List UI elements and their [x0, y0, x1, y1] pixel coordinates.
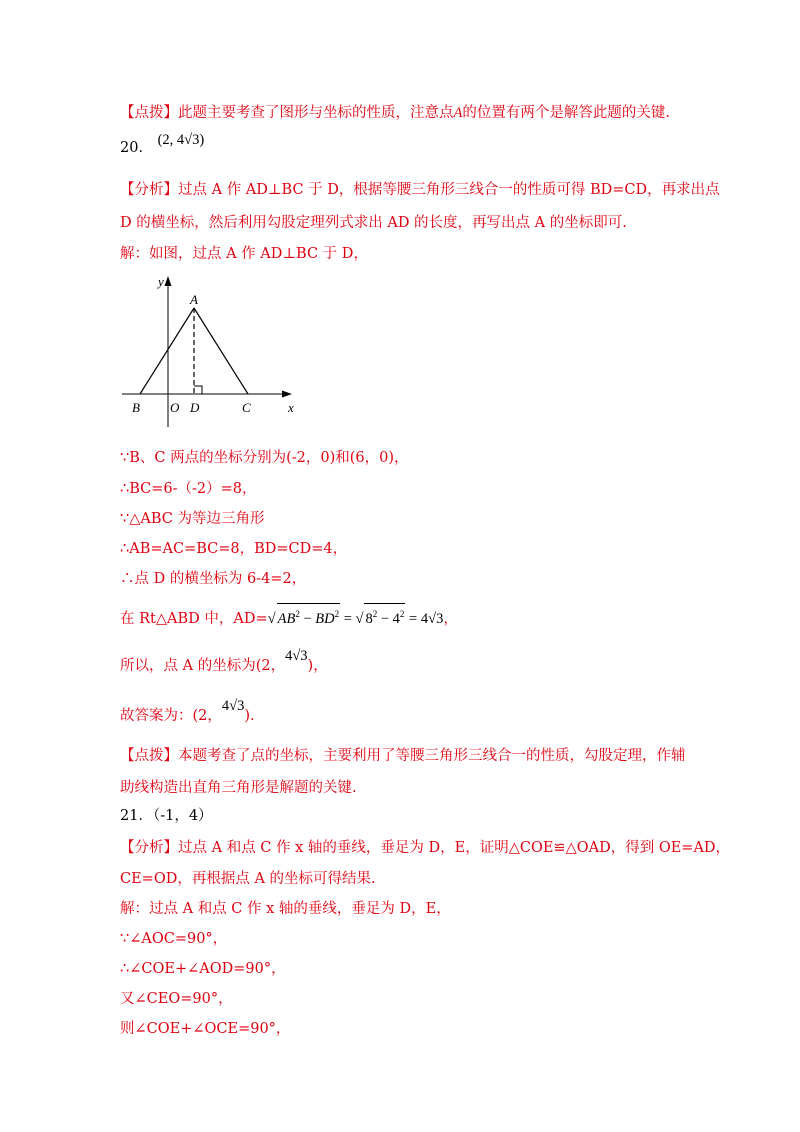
dianbo-note-2-line-1: 【点拨】本题考查了点的坐标，主要利用了等腰三角形三线合一的性质，勾股定理，作辅 — [120, 748, 686, 764]
step-3: ∵△ABC 为等边三角形 — [120, 511, 265, 527]
label-y: y — [158, 274, 164, 289]
label-o: O — [170, 400, 180, 415]
s2-step-1: ∵∠AOC=90°， — [120, 931, 228, 947]
s2-step-3: 又∠CEO=90°， — [120, 991, 233, 1007]
point-var: A — [453, 105, 463, 121]
label-x: x — [288, 400, 294, 415]
step6-prefix: 在 Rt△ABD 中，AD= — [120, 611, 268, 627]
solution-line-2: 解：过点 A 和点 C 作 x 轴的垂线，垂足为 D，E， — [120, 901, 451, 917]
dianbo-tail: 的位置有两个是解答此题的关键. — [462, 105, 670, 121]
step6-suffix: ， — [443, 611, 458, 627]
s2-step-4: 则∠COE+∠OCE=90°， — [120, 1021, 291, 1037]
step-4: ∴AB=AC=BC=8，BD=CD=4， — [120, 541, 348, 557]
side-ab — [140, 308, 194, 394]
step-8 — [120, 698, 255, 726]
analysis-line-1: 【分析】过点 A 作 AD⊥BC 于 D，根据等腰三角形三线合一的性质可得 BD=CD，再求出点 — [120, 182, 720, 198]
eight-term: 8 — [365, 611, 373, 627]
dianbo-note-2-line-2: 助线构造出直角三角形是解题的关键. — [120, 780, 357, 796]
pythagoras-formula: √ $AB^2 - BD^2$ = √ $8^2 - 4^2 = 4√3$ — [268, 611, 444, 627]
x-axis-arrow-icon — [282, 391, 292, 398]
step-2: ∴BC=6-（-2）=8， — [120, 481, 257, 497]
analysis-line-4: CE=OD，再根据点 A 的坐标可得结果. — [120, 871, 376, 887]
step7-value: 4√3 — [285, 648, 308, 664]
four-term: 4 — [392, 611, 400, 627]
y-axis-arrow-icon — [165, 276, 172, 286]
label-d: D — [190, 400, 200, 415]
side-ac — [194, 308, 248, 394]
label-a: A — [190, 292, 198, 307]
dianbo-text: 【点拨】此题主要考查了图形与坐标的性质，注意点 — [120, 105, 454, 121]
analysis-line-3: 【分析】过点 A 和点 C 作 x 轴的垂线，垂足为 D，E，证明△COE≌△OAD，得到 OE=AD， — [120, 840, 731, 856]
step7-suffix: )， — [307, 658, 328, 674]
step-7 — [120, 648, 328, 676]
dianbo-note-1 — [120, 103, 670, 123]
question-20 — [120, 132, 205, 158]
ab-term: AB — [277, 611, 296, 627]
step-6 — [120, 603, 458, 629]
right-angle-mark — [194, 386, 202, 394]
step8-prefix: 故答案为：(2， — [120, 708, 222, 724]
bd-term: BD — [315, 611, 335, 627]
step-5: ∴点 D 的横坐标为 6-4=2， — [120, 571, 307, 587]
ad-result: 4√3 — [420, 611, 444, 627]
question-answer: (2, 4√3) — [157, 132, 205, 148]
step7-prefix: 所以，点 A 的坐标为(2， — [120, 658, 286, 674]
s2-step-2: ∴∠COE+∠AOD=90°， — [120, 961, 286, 977]
triangle-figure — [118, 272, 308, 432]
label-c: C — [242, 400, 251, 415]
step8-suffix: ). — [244, 708, 255, 724]
analysis-line-2: D 的横坐标，然后利用勾股定理列式求出 AD 的长度，再写出点 A 的坐标即可. — [120, 215, 627, 231]
question-21: 21．（-1，4） — [120, 808, 213, 824]
question-number: 20． — [120, 140, 153, 156]
step8-value: 4√3 — [221, 698, 245, 714]
label-b: B — [132, 400, 140, 415]
solution-line-1: 解：如图，过点 A 作 AD⊥BC 于 D， — [120, 246, 368, 262]
step-1: ∵B、C 两点的坐标分别为(-2，0)和(6，0)， — [120, 450, 409, 466]
